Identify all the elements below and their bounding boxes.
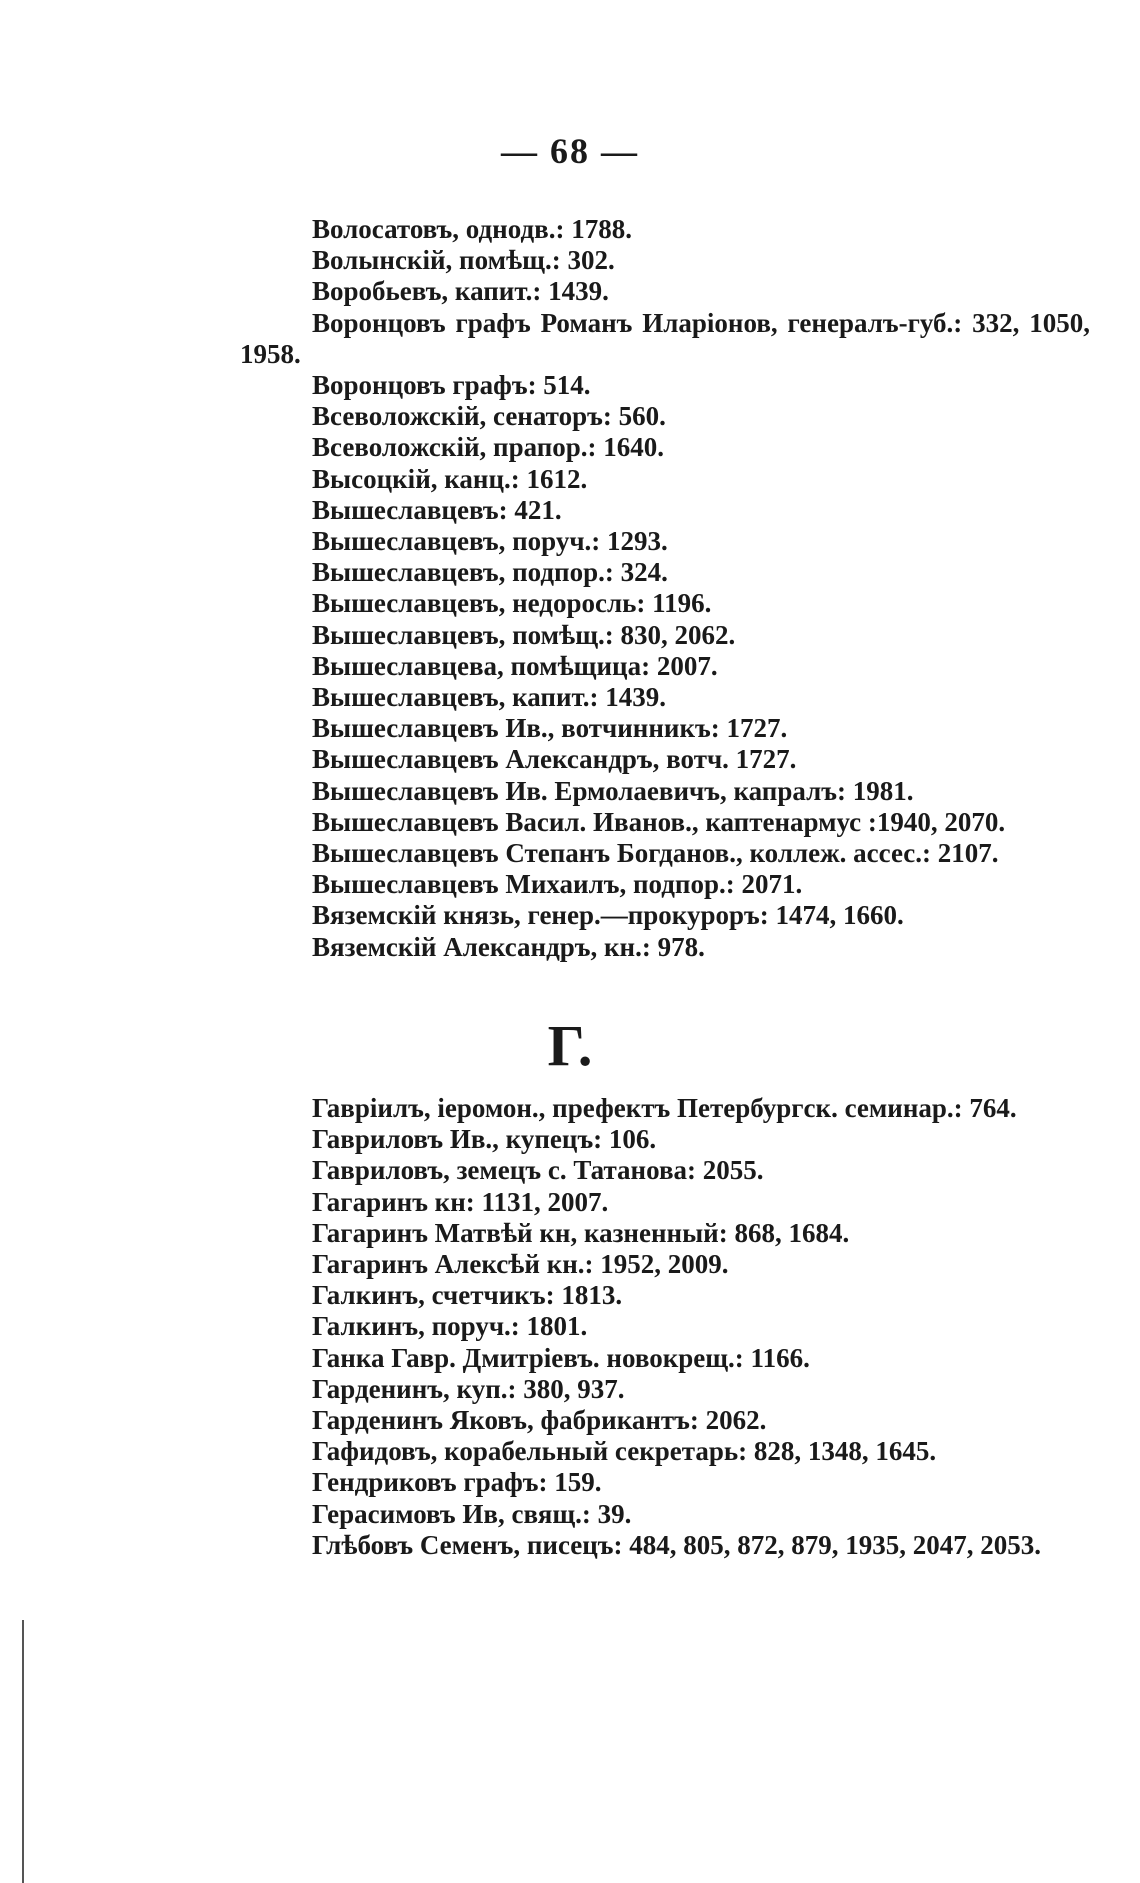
index-entry-text: Гагаринъ кн: 1131, 2007. xyxy=(312,1186,609,1217)
index-entry xyxy=(240,1374,1090,1405)
index-entry xyxy=(240,245,1090,276)
index-entry-text: Галкинъ, счетчикъ: 1813. xyxy=(312,1280,623,1311)
index-entry xyxy=(240,713,1090,744)
index-entry xyxy=(240,370,1090,401)
index-entry-text: Волынскій, помѣщ.: 302. xyxy=(312,245,615,276)
index-entry-text: Вышеславцевъ Александръ, вотч. 1727. xyxy=(312,744,797,775)
index-entry-text: Гарденинъ, куп.: 380, 937. xyxy=(312,1373,625,1404)
index-entry-text: Гендриковъ графъ: 159. xyxy=(312,1467,602,1498)
index-entry xyxy=(240,1155,1090,1186)
index-section-v xyxy=(240,214,1090,963)
index-entry-text: Вышеславцевъ Васил. Иванов., каптенармус :1940, 2070. xyxy=(312,806,1006,837)
index-entry xyxy=(240,869,1090,900)
index-entry xyxy=(240,1467,1090,1498)
index-entry-text: Вяземскій князь, генер.—прокуроръ: 1474, 1660. xyxy=(312,900,904,931)
index-entry xyxy=(240,557,1090,588)
index-entry xyxy=(240,1311,1090,1342)
index-entry-text: Вышеславцевъ, помѣщ.: 830, 2062. xyxy=(312,619,736,650)
index-entry-text: Вышеславцевъ, поруч.: 1293. xyxy=(312,526,668,557)
index-entry-text: Гавриловъ, земецъ с. Татанова: 2055. xyxy=(312,1155,764,1186)
index-entry-text: Глѣбовъ Семенъ, писецъ: 484, 805, 872, 879, 1935, 2047, 2053. xyxy=(312,1529,1042,1560)
index-entry-text: Вяземскій Александръ, кн.: 978. xyxy=(312,931,705,962)
index-entry xyxy=(240,620,1090,651)
index-entry-text: Вышеславцева, помѣщица: 2007. xyxy=(312,650,718,681)
index-entry xyxy=(240,1280,1090,1311)
index-section-g xyxy=(240,1093,1090,1561)
index-entry xyxy=(240,526,1090,557)
index-entry-text: Вышеславцевъ Степанъ Богданов., коллеж. ассес.: 2107. xyxy=(312,838,999,869)
index-entry xyxy=(240,432,1090,463)
index-entry xyxy=(240,401,1090,432)
index-entry-text: Гагаринъ Матвѣй кн, казненный: 868, 1684. xyxy=(312,1217,850,1248)
index-entry xyxy=(240,1530,1090,1561)
index-entry xyxy=(240,838,1090,869)
index-entry xyxy=(240,1093,1090,1124)
index-entry-text: Вышеславцевъ, подпор.: 324. xyxy=(312,557,668,588)
index-entry-text: Воронцовъ графъ: 514. xyxy=(312,370,591,401)
index-entry-text: Гавріилъ, іеромон., префектъ Петербургск. семинар.: 764. xyxy=(312,1093,1017,1123)
index-entry-text: Воронцовъ графъ Романъ Иларіонов, генералъ-губ.: 332, 1050, 1958. xyxy=(240,307,1090,369)
page-number: — 68 — xyxy=(501,131,639,171)
index-entry xyxy=(240,932,1090,963)
index-entry-text: Волосатовъ, однодв.: 1788. xyxy=(312,214,632,244)
index-entry xyxy=(240,682,1090,713)
page-edge-line xyxy=(22,1620,24,1883)
index-entry-text: Ганка Гавр. Дмитріевъ. новокрещ.: 1166. xyxy=(312,1342,810,1373)
index-entry xyxy=(240,495,1090,526)
index-entry-text: Всеволожскій, прапор.: 1640. xyxy=(312,432,665,463)
index-entry-text: Вышеславцевъ Ив., вотчинникъ: 1727. xyxy=(312,713,788,744)
section-heading-g: Г. xyxy=(547,1013,593,1078)
index-entry-text: Герасимовъ Ив, свящ.: 39. xyxy=(312,1498,632,1529)
index-entry-text: Вышеславцевъ, недоросль: 1196. xyxy=(312,588,712,619)
index-entry xyxy=(240,1343,1090,1374)
index-entry xyxy=(240,776,1090,807)
index-entry xyxy=(240,308,1090,370)
index-entry xyxy=(240,1436,1090,1467)
index-entry xyxy=(240,1218,1090,1249)
index-entry-text: Галкинъ, поруч.: 1801. xyxy=(312,1311,588,1342)
index-entry xyxy=(240,744,1090,775)
index-entry xyxy=(240,807,1090,838)
index-entry xyxy=(240,588,1090,619)
index-entry-text: Гагаринъ Алексѣй кн.: 1952, 2009. xyxy=(312,1249,729,1280)
index-entry xyxy=(240,276,1090,307)
index-entry-text: Вышеславцевъ Михаилъ, подпор.: 2071. xyxy=(312,869,803,900)
index-entry xyxy=(240,651,1090,682)
index-entry-text: Вышеславцевъ: 421. xyxy=(312,494,562,525)
index-entry-text: Всеволожскій, сенаторъ: 560. xyxy=(312,401,666,432)
index-entry-text: Вышеславцевъ, капит.: 1439. xyxy=(312,682,666,713)
index-entry xyxy=(240,1405,1090,1436)
index-entry xyxy=(240,464,1090,495)
index-entry xyxy=(240,1249,1090,1280)
index-entry-text: Гавриловъ Ив., купецъ: 106. xyxy=(312,1124,657,1155)
index-entry-text: Гарденинъ Яковъ, фабрикантъ: 2062. xyxy=(312,1405,767,1436)
index-entry-text: Гафидовъ, корабельный секретарь: 828, 1348, 1645. xyxy=(312,1436,937,1467)
index-entry-text: Высоцкій, канц.: 1612. xyxy=(312,463,588,494)
index-entry-text: Вышеславцевъ Ив. Ермолаевичъ, капралъ: 1981. xyxy=(312,775,914,806)
index-entry xyxy=(240,1187,1090,1218)
index-entry xyxy=(240,900,1090,931)
index-entry xyxy=(240,214,1090,245)
index-entry xyxy=(240,1499,1090,1530)
index-entry xyxy=(240,1124,1090,1155)
index-entry-text: Воробьевъ, капит.: 1439. xyxy=(312,276,609,307)
